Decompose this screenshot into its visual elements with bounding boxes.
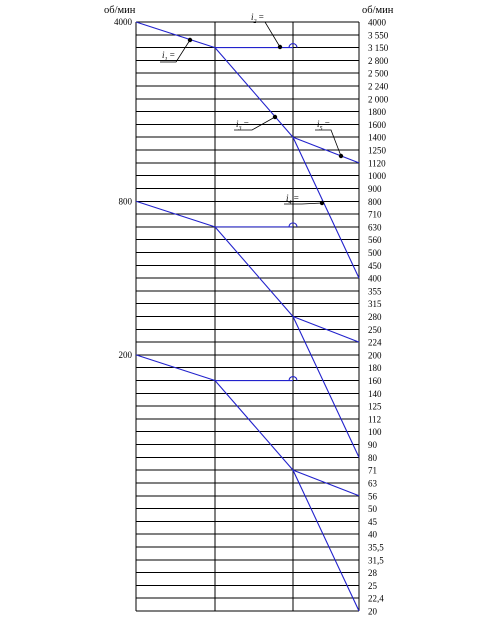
- scale-label: 280: [368, 312, 382, 322]
- scale-label: 35,5: [368, 542, 384, 553]
- leader-line: [315, 130, 341, 156]
- left-speed-label: 800: [118, 196, 132, 207]
- scale-label: 90: [368, 440, 377, 451]
- scale-label: 22,4: [368, 593, 384, 604]
- scale-label: 450: [368, 260, 382, 271]
- scale-label: 500: [368, 247, 382, 258]
- ray-line: [215, 227, 293, 317]
- scale-label: 630: [368, 222, 382, 233]
- scale-label: 2 000: [368, 94, 389, 105]
- scale-label: 71: [368, 465, 377, 476]
- left-unit-label: об/мин: [104, 5, 136, 16]
- callout-letter: i: [286, 193, 289, 203]
- scale-label: 250: [368, 324, 382, 335]
- callout-subscript: 1: [164, 57, 168, 63]
- scale-label: 45: [368, 516, 377, 527]
- scale-label: 63: [368, 478, 377, 489]
- callout-equals: =: [256, 12, 264, 22]
- scale-label: 3 550: [368, 30, 389, 41]
- scale-label: 3 150: [368, 43, 389, 54]
- scale-label: 20: [368, 606, 377, 617]
- callout-letter: i: [317, 119, 320, 129]
- scale-label: 2 240: [368, 81, 389, 92]
- horizontal-grid: [136, 22, 359, 611]
- scale-label: 1800: [368, 107, 386, 118]
- scale-label: 180: [368, 363, 382, 374]
- callout-subscript: 5: [319, 126, 323, 132]
- scale-label: 28: [368, 568, 377, 579]
- scale-label: 40: [368, 529, 377, 540]
- scale-label: 4000: [368, 17, 386, 28]
- scale-label: 900: [368, 183, 382, 194]
- scale-label: 56: [368, 491, 377, 502]
- scale-label: 25: [368, 580, 377, 591]
- leader-dot: [273, 115, 277, 119]
- scale-label: 800: [368, 196, 382, 207]
- leader-dot: [339, 154, 343, 158]
- callout-subscript: 3: [238, 126, 242, 132]
- left-speed-labels: [114, 17, 133, 360]
- scale-label: 560: [368, 235, 382, 246]
- left-speed-label: 4000: [114, 17, 132, 27]
- scale-label: 2 500: [368, 68, 389, 79]
- scale-label: 31,5: [368, 555, 384, 566]
- scale-label: 400: [368, 273, 382, 284]
- callout-equals: =: [167, 50, 175, 60]
- scale-label: 80: [368, 452, 377, 463]
- ratio-callout-i1: [162, 50, 175, 63]
- scale-label: 100: [368, 427, 382, 438]
- ray-line: [215, 48, 293, 138]
- scale-label: 355: [368, 286, 382, 297]
- callout-equals: =: [322, 119, 330, 129]
- callout-equals: =: [291, 193, 299, 203]
- ratio-callouts: [160, 12, 343, 206]
- right-speed-scale: [368, 18, 389, 617]
- scale-label: 125: [368, 401, 382, 412]
- scale-label: 200: [368, 350, 382, 361]
- scale-label: 315: [368, 299, 382, 310]
- left-speed-label: 200: [118, 349, 132, 360]
- leader-dot: [188, 38, 192, 42]
- scale-label: 1250: [368, 145, 386, 156]
- ray-line: [293, 137, 359, 278]
- scale-label: 224: [368, 337, 382, 348]
- scale-label: 112: [368, 414, 382, 425]
- leader-dot: [278, 45, 282, 49]
- ray-line: [215, 381, 293, 471]
- scale-label: 710: [368, 209, 382, 220]
- scale-label: 1120: [368, 158, 386, 169]
- callout-letter: i: [162, 50, 165, 60]
- scale-label: 140: [368, 388, 382, 399]
- scale-label: 1000: [368, 171, 386, 182]
- callout-subscript: 4: [288, 200, 292, 206]
- scale-label: 2 800: [368, 55, 389, 66]
- callout-equals: =: [241, 119, 249, 129]
- scale-label: 50: [368, 504, 377, 515]
- scale-label: 1600: [368, 119, 386, 130]
- callout-subscript: 2: [253, 19, 257, 25]
- right-unit-label: об/мин: [362, 5, 394, 16]
- ray-line: [293, 317, 359, 458]
- callout-letter: i: [236, 119, 239, 129]
- ratio-callout-i2: [251, 12, 264, 25]
- leader-dot: [320, 201, 324, 205]
- ray-line: [293, 470, 359, 611]
- scale-label: 160: [368, 376, 382, 387]
- callout-letter: i: [251, 12, 254, 22]
- scale-label: 1400: [368, 132, 386, 143]
